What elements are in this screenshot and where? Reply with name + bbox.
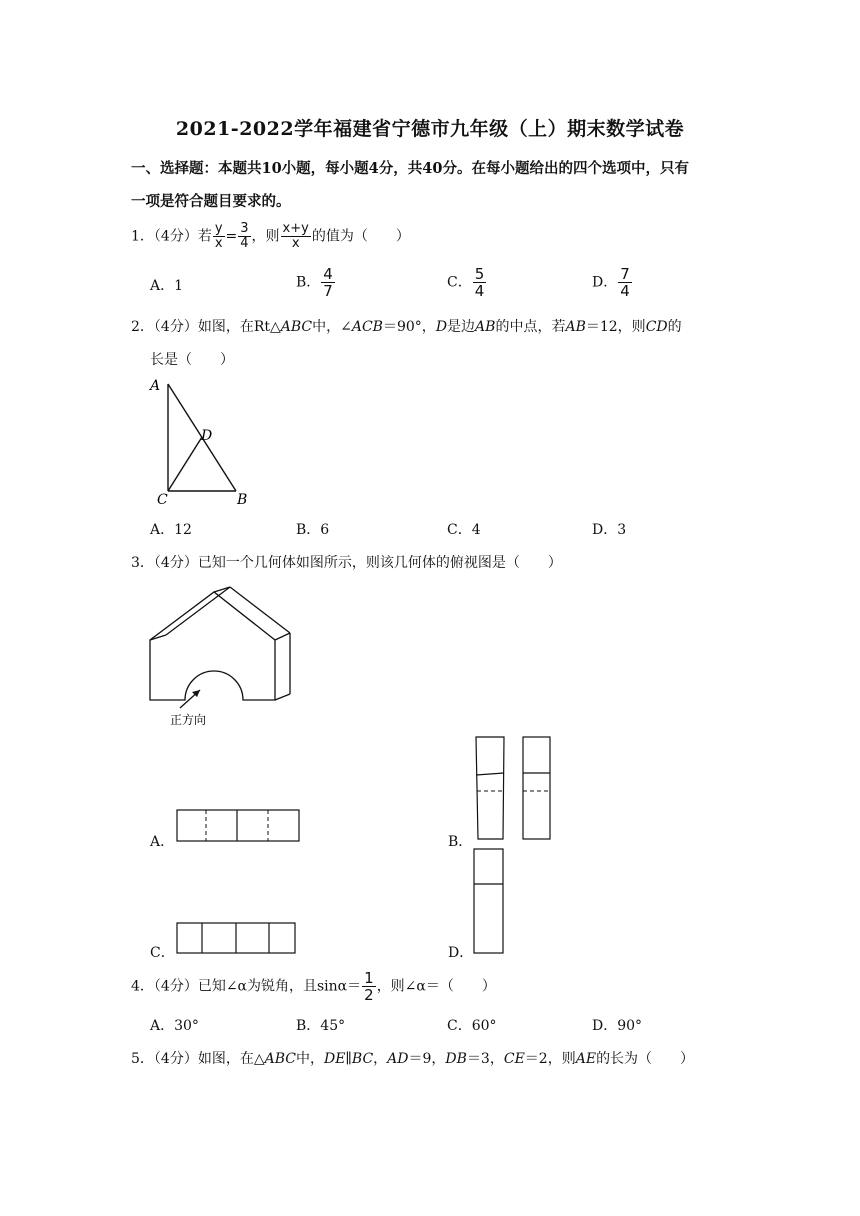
q2-text-1: 2．（4分）如图，在Rt△ (131, 319, 281, 335)
q1-frac3-num: x+y (282, 221, 309, 236)
q1-option-d[interactable] (592, 266, 633, 299)
q3-option-a-label[interactable]: A． (150, 834, 175, 850)
q1-frac2-den: 4 (240, 236, 249, 251)
q2-text-3: ＝90°， (382, 319, 436, 335)
q2-text-2: 中，∠ (312, 319, 352, 335)
q5-text-6: ＝3， (466, 1051, 504, 1067)
q3-right-bottom (275, 694, 290, 700)
q1-option-b-fraction (321, 266, 335, 299)
q1-fraction-y-over-x (213, 222, 225, 251)
q1-frac1-den: x (214, 236, 223, 251)
q3-right-top (275, 633, 290, 640)
q1-suffix: 的值为（ ） (311, 228, 410, 245)
exam-title: 2021-2022学年福建省宁德市九年级（上）期末数学试卷 (175, 118, 685, 140)
q2-d: D (435, 319, 448, 335)
q2-text-7: 的 (667, 319, 682, 335)
q1-option-d-label: D． (592, 274, 618, 291)
q5-de: DE (323, 1051, 346, 1067)
q2-option-c[interactable]: C．4 (447, 522, 481, 538)
q1-d-num: 7 (620, 265, 630, 283)
section-heading-line2: 一项是符合题目要求的。 (131, 193, 291, 210)
question-1 (131, 222, 410, 251)
q3-right-roof (230, 587, 290, 633)
question-4 (131, 970, 496, 1003)
q2-segment-cd (168, 437, 202, 491)
q5-text-4: ， (373, 1051, 388, 1067)
q1-equals: = (225, 228, 238, 245)
q5-text-2: 中， (295, 1051, 324, 1067)
q3-option-c-label[interactable]: C． (150, 945, 175, 961)
q5-db: DB (445, 1051, 467, 1067)
q2-ab: AB (475, 319, 496, 335)
q1-option-b[interactable] (296, 266, 336, 299)
q1-b-den: 7 (323, 282, 333, 300)
q5-text-5: ＝9， (408, 1051, 446, 1067)
q3-option-d-figure (473, 848, 507, 956)
q2-label-a: A (150, 378, 161, 394)
q4-frac-den: 2 (364, 986, 374, 1004)
q5-text-7: ＝2，则 (524, 1051, 576, 1067)
q4-option-d[interactable]: D．90° (592, 1018, 643, 1034)
q2-label-c: C (157, 492, 168, 508)
q1-fraction-3-over-4 (238, 222, 250, 251)
q4-frac-num: 1 (364, 969, 374, 987)
q5-ce: CE (503, 1051, 525, 1067)
q5-abc: ABC (264, 1051, 296, 1067)
q3-front-face (150, 592, 275, 700)
q4-option-c[interactable]: C．60° (447, 1018, 497, 1034)
q2-acb: ACB (351, 319, 383, 335)
q4-option-b[interactable]: B．45° (296, 1018, 346, 1034)
q4-suffix: ，则∠α＝（ ） (376, 978, 496, 995)
q3-roof-back-edge (166, 587, 230, 635)
q5-parallel: ∥ (345, 1051, 352, 1067)
q1-frac1-num: y (214, 221, 223, 236)
q4-fraction-1-over-2 (362, 970, 376, 1003)
q1-option-b-label: B． (296, 274, 321, 291)
q1-option-a[interactable]: A．1 (150, 278, 184, 294)
q1-prefix: 1．（4分）若 (131, 228, 212, 245)
q3-arrow-label: 正方向 (170, 713, 207, 727)
q5-bc: BC (351, 1051, 374, 1067)
q2-text-6: ＝12，则 (585, 319, 646, 335)
q2-triangle-figure (140, 370, 260, 510)
q1-c-den: 4 (474, 282, 485, 300)
q1-d-den: 4 (620, 282, 630, 300)
question-3: 3．（4分）已知一个几何体如图所示，则该几何体的俯视图是（ ） (131, 555, 562, 571)
q5-ad: AD (387, 1051, 409, 1067)
q3-option-d-label[interactable]: D． (448, 945, 474, 961)
q2-option-b[interactable]: B．6 (296, 522, 330, 538)
q2-option-a[interactable]: A．12 (150, 522, 192, 538)
q1-option-c-fraction (473, 266, 487, 299)
q3-option-a-figure (176, 809, 302, 843)
q3-option-c-figure (176, 922, 298, 956)
q2-cd: CD (645, 319, 668, 335)
q3-option-b-label[interactable]: B． (448, 834, 473, 850)
q1-frac3-den: x (291, 236, 300, 251)
q2-abc: ABC (280, 319, 313, 335)
q2-ab-2: AB (565, 319, 586, 335)
section-heading-line1: 一、选择题：本题共10小题，每小题4分，共40分。在每小题给出的四个选项中，只有 (131, 160, 689, 177)
q2-text-5: 的中点，若 (495, 319, 566, 335)
q3-option-b-figure (472, 735, 556, 843)
q2-label-b: B (237, 492, 248, 508)
q5-text-1: 5．（4分）如图，在△ (131, 1051, 265, 1067)
q5-text-8: 的长为（ ） (596, 1051, 695, 1067)
q1-frac2-num: 3 (240, 221, 249, 236)
question-2-line1 (131, 316, 682, 336)
q3-solid-figure (140, 580, 310, 730)
q4-prefix: 4．（4分）已知∠α为锐角，且sinα＝ (131, 978, 362, 995)
q1-option-c-label: C． (447, 274, 472, 291)
q5-ae: AE (575, 1051, 597, 1067)
q1-option-c[interactable] (447, 266, 487, 299)
q4-option-a[interactable]: A．30° (150, 1018, 199, 1034)
q2-option-d[interactable]: D．3 (592, 522, 627, 538)
q2-text-4: 是边 (447, 319, 476, 335)
q1-c-num: 5 (474, 265, 485, 283)
q2-label-d: D (201, 428, 213, 444)
q1-b-num: 4 (323, 265, 333, 283)
q1-mid: ，则 (251, 228, 280, 245)
question-2-line2: 长是（ ） (150, 352, 234, 368)
q1-option-d-fraction (618, 266, 632, 299)
question-5 (131, 1048, 694, 1068)
q1-fraction-xy-over-x (281, 222, 311, 251)
